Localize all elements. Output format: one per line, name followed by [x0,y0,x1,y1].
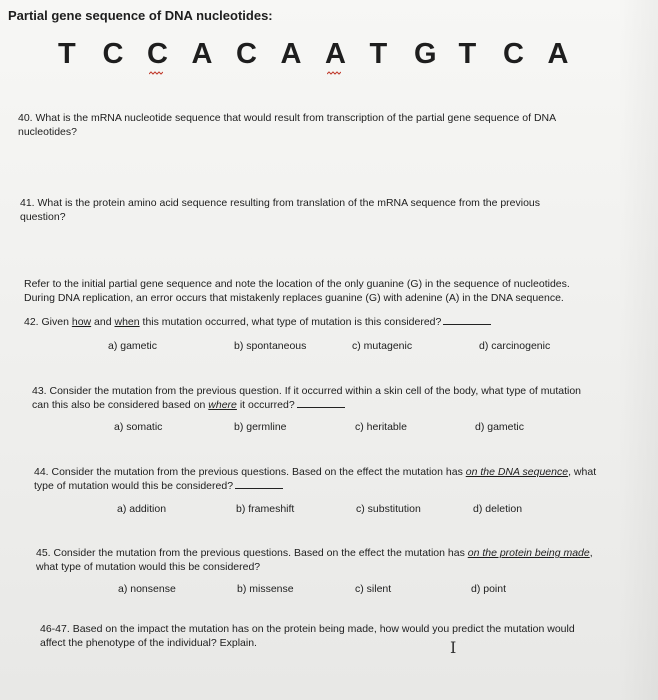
q42-text: this mutation occurred, what type of mutation is this considered? [139,316,442,328]
q43-where: where [208,399,237,411]
question-40-line2: nucleotides? [18,126,77,138]
nucleotide: C [236,38,257,70]
q42-text: and [91,316,115,328]
question-40-line1: 40. What is the mRNA nucleotide sequence that would result from transcription of the partial gene sequence of DNA [18,112,557,124]
question-42 [24,315,491,329]
mutation-intro [24,277,570,305]
q44-option-a[interactable]: a) addition [117,503,167,515]
q44-option-c[interactable]: c) substitution [356,503,421,515]
question-45-line2: what type of mutation would this be considered? [36,561,261,573]
q43-text: can this also be considered based on [32,399,209,411]
q45-option-c[interactable]: c) silent [355,583,392,595]
nucleotide: C [102,38,124,70]
nucleotide: A [191,38,213,70]
q45-option-a[interactable]: a) nonsense [118,583,176,595]
dna-sequence [58,38,592,71]
q43-option-c[interactable]: c) heritable [355,421,407,433]
q45-text: 45. Consider the mutation from the previous questions. Based on the effect the mutation has [36,547,468,559]
nucleotide: C [503,38,524,70]
question-41-line1: 41. What is the protein amino acid sequence resulting from translation of the mRNA sequence from the previous [20,197,541,209]
q42-option-a[interactable]: a) gametic [108,340,158,352]
q43-option-b[interactable]: b) germline [234,421,287,433]
q44-option-d[interactable]: d) deletion [473,503,523,515]
intro-line1: Refer to the initial partial gene sequence and note the location of the only guanine (G) in the sequence of nucleotides. [24,278,570,290]
page-shadow [618,0,658,700]
nucleotide: C [147,38,168,70]
q44-text: type of mutation would this be considered? [34,480,234,492]
question-45-line1 [36,546,593,560]
question-45 [36,546,593,574]
nucleotide: T [58,38,76,70]
q44-text: , what [568,466,597,478]
intro-line2: During DNA replication, an error occurs that mistakenly replaces guanine (G) with adenine (A) in the DNA sequence. [24,292,564,304]
page-title: Partial gene sequence of DNA nucleotides: [8,8,273,23]
q42-option-b[interactable]: b) spontaneous [234,340,307,352]
answer-blank[interactable] [297,398,345,408]
nucleotide: A [547,38,569,70]
q42-option-c[interactable]: c) mutagenic [352,340,413,352]
nucleotide-wrapper [147,38,192,71]
q45-option-b[interactable]: b) missense [237,583,294,595]
question-43 [32,384,581,412]
q44-option-b[interactable]: b) frameshift [236,503,295,515]
q45-emphasis: on the protein being made [467,547,590,559]
q45-text: , [589,547,593,559]
nucleotide: T [369,38,388,70]
spellcheck-squiggle [327,71,341,75]
spellcheck-squiggle [149,71,163,75]
q42-text: 42. Given [24,316,72,328]
question-43-line2 [32,398,581,412]
question-43-line1: 43. Consider the mutation from the previous question. If it occurred within a skin cell of the body, what type of mutation [32,385,582,397]
text-cursor-icon: I [450,638,457,657]
nucleotide-wrapper [325,38,370,71]
q43-option-a[interactable]: a) somatic [114,421,163,433]
nucleotide: G [414,38,437,70]
nucleotide: T [458,38,477,70]
question-41 [20,196,540,224]
q42-option-d[interactable]: d) carcinogenic [479,340,551,352]
question-41-line2: question? [20,211,66,223]
q45-option-d[interactable]: d) point [471,583,507,595]
question-44 [34,465,596,493]
question-46-47 [40,622,575,650]
question-40 [18,111,556,139]
q43-option-d[interactable]: d) gametic [475,421,525,433]
question-46-47-line2: affect the phenotype of the individual? Explain. [40,637,257,649]
q44-emphasis: on the DNA sequence [465,466,569,478]
nucleotide: A [325,38,346,70]
question-44-line1 [34,465,596,479]
question-46-47-line1: 46-47. Based on the impact the mutation has on the protein being made, how would you predict the mutation would [40,623,575,635]
answer-blank[interactable] [443,315,491,325]
q44-text: 44. Consider the mutation from the previous questions. Based on the effect the mutation has [34,466,466,478]
q42-how: how [71,316,92,328]
nucleotide: A [280,38,302,70]
q42-when: when [114,316,140,328]
answer-blank[interactable] [235,479,283,489]
question-44-line2 [34,479,596,493]
q43-text: it occurred? [236,399,295,411]
